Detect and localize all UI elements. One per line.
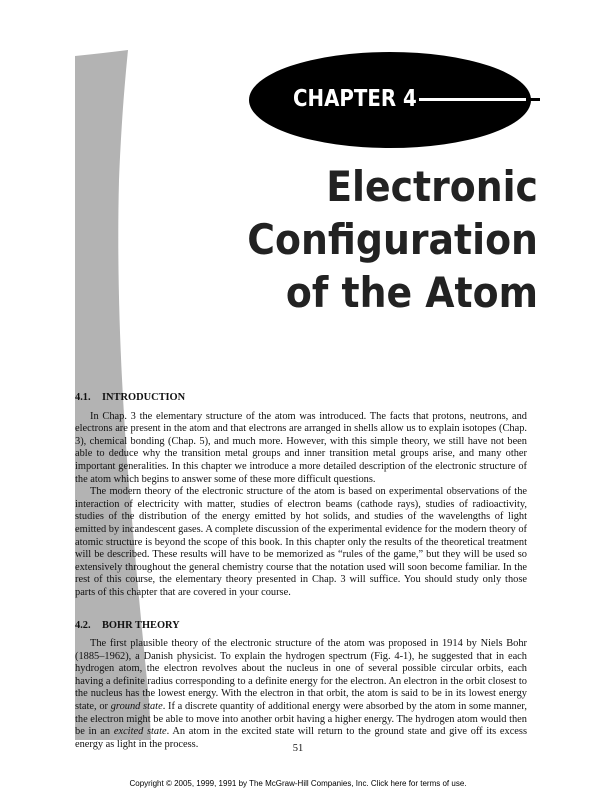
- section-heading: [75, 392, 527, 405]
- chapter-title-line-2: Configuration: [247, 215, 538, 264]
- chapter-rule: [419, 98, 526, 101]
- chapter-rule-tail: [526, 98, 540, 101]
- page-number: 51: [292, 743, 304, 754]
- body-text: [75, 392, 527, 751]
- chapter-title-line-1: Electronic: [326, 162, 538, 211]
- paragraph: The first plausible theory of the electronic structure of the atom was proposed in 1914 by Niels Bohr (1885–1962), a Danish physicist. To explain the hydrogen spectrum (Fig. 4-1), he suggested that in each hydrogen atom, the electron revolves about the nucleus in one of several possible circular orbits, each having a definite radius corresponding to a definite energy for the electron. An electron in the orbit closest to the nucleus has the lowest energy. With the electron in that orbit, the atom is said to be in its lowest energy state, or ground state. If a discrete quantity of additional energy were absorbed by the atom in some manner, the electron might be able to move into another orbit having a higher energy. The hydrogen atom would then be in an excited state. An atom in the excited state will return to the ground state and give off its excess energy as light in the process.: [75, 638, 528, 750]
- section-number: 4.1.: [75, 392, 91, 403]
- copyright-notice[interactable]: Copyright © 2005, 1999, 1991 by The McGraw-Hill Companies, Inc. Click here for terms of use.: [129, 779, 467, 788]
- section-title: BOHR THEORY: [102, 619, 180, 631]
- section-title: INTRODUCTION: [102, 392, 186, 403]
- section-heading: [75, 620, 527, 633]
- paragraph: The modern theory of the electronic structure of the atom is based on experimental observations of the interaction of electricity with matter, studies of electron beams (cathode rays), studies of radioactivity, studies of the distribution of the energy emitted by hot solids, and studies of the wavelengths of light emitted by incandescent gases. A complete discussion of the experimental evidence for the modern theory of atomic structure is beyond the scope of this book. In this chapter only the results of the theoretical treatment will be described. These results will have to be memorized as “rules of the game,” but they will be used so extensively throughout the general chemistry course that the notation used will soon become familiar. In the rest of this course, the elementary theory presented in Chap. 3 will suffice. You should study only those parts of this chapter that are covered in your course.: [75, 486, 527, 598]
- chapter-label: CHAPTER 4: [293, 86, 417, 112]
- paragraph: In Chap. 3 the elementary structure of the atom was introduced. The facts that protons, neutrons, and electrons are present in the atom and that electrons are arranged in shells allow us to explain isotopes (Chap. 3), chemical bonding (Chap. 5), and much more. However, with this simple theory, we still have not been able to deduce why the transition metal groups and inner transition metal groups arise, and many other important generalities. In this chapter we introduce a more detailed description of the electronic structure of the atom which begins to answer some of these more difficult questions.: [75, 410, 527, 485]
- section-number: 4.2.: [75, 619, 91, 631]
- chapter-title: [215, 160, 538, 319]
- chapter-title-line-3: of the Atom: [285, 268, 538, 317]
